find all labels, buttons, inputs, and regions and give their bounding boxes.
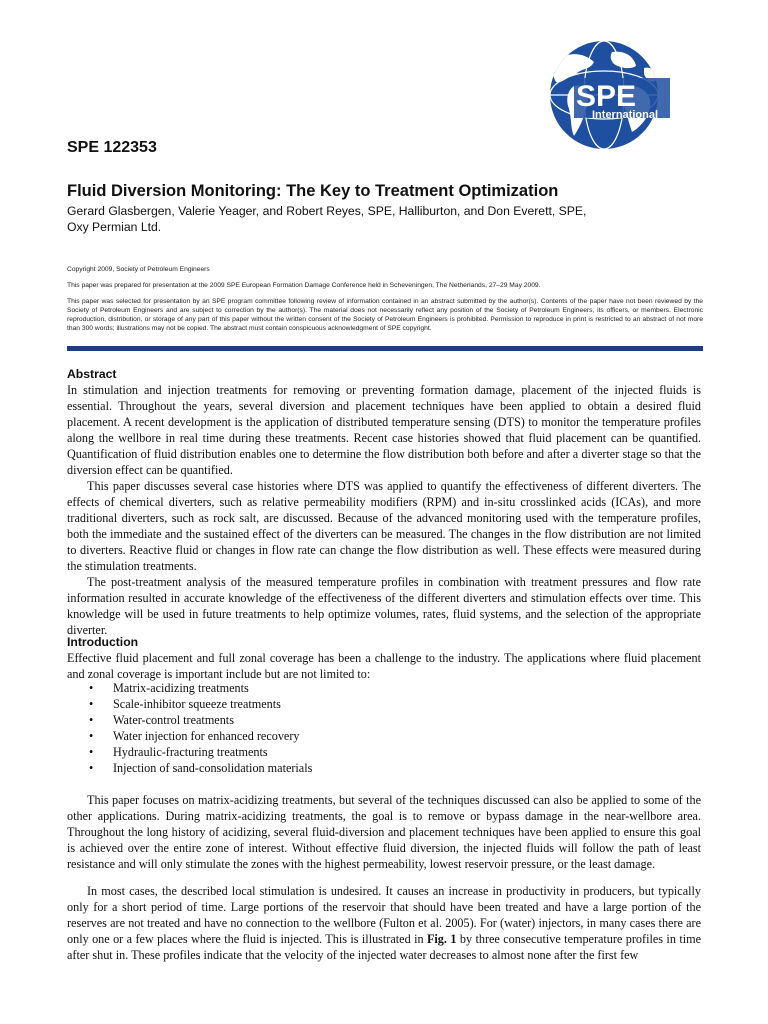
bullet-glyph: • bbox=[89, 761, 94, 775]
application-list bbox=[67, 680, 667, 776]
abstract-paragraph-3: The post-treatment analysis of the measured temperature profiles in combination with treatment pressures and flow rate information resulted in accurate knowledge of the effectiveness of the different diverters and stimulation effects over time. This knowledge will be used in future treatments to help optimize volumes, rates, fluid systems, and the selection of the appropriate diverter. bbox=[67, 575, 701, 637]
presentation-notice: This paper was prepared for presentation at the 2009 SPE European Formation Damage Conference held in Scheveningen, The Netherlands, 27–29 May 2009. bbox=[67, 282, 541, 289]
abstract-paragraph-1: In stimulation and injection treatments for removing or preventing formation damage, placement of the injected fluids is essential. Throughout the years, several diversion and placement techniques have been applied to obtain a desired fluid placement. A recent development is the application of distributed temperature sensing (DTS) to monitor the temperature profiles along the wellbore in real time during these treatments. Recent case histories showed that fluid placement can be quantified. Quantification of fluid distribution enables one to determine the flow distribution both before and after a diverter stage so that the diversion effect can be quantified. bbox=[67, 383, 701, 477]
bullet-glyph: • bbox=[89, 681, 94, 695]
list-item: • Matrix-acidizing treatments bbox=[89, 681, 249, 695]
abstract-paragraph-2: This paper discusses several case histories where DTS was applied to quantify the effectiveness of different diverters. The effects of chemical diverters, such as relative permeability modifiers (RPM) and in-situ crosslinked acids (ICAs), and more traditional diverters, such as rock salt, are discussed. Because of the advanced monitoring used with the temperature profiles, both the immediate and the sustained effect of the diverters can be measured. The changes in the flow distribution are not limited to diverters. Reactive fluid or changes in flow rate can change the flow distribution as well. These effects were measured during the stimulation treatments. bbox=[67, 479, 701, 573]
paragraph-3-text-end: by three consecutive temperature profiles in time after shut in. These profiles indicate that the velocity of the injected water decreases to almost none after the first few bbox=[67, 932, 701, 962]
disclaimer-notice: This paper was selected for presentation by an SPE program committee following review of information contained in an abstract submitted by the author(s). Contents of the paper have not been reviewed by the Society of Petroleum Engineers and are subject to correction by the author(s). The material does not necessarily reflect any position of the Society of Petroleum Engineers, its officers, or members. Electronic reproduction, distribution, or storage of any part of this paper without the written consent of the Society of Petroleum Engineers is prohibited. Permission to reproduce in print is restricted to an abstract of not more than 300 words; illustrations may not be copied. The abstract must contain conspicuous acknowledgment of SPE copyright. bbox=[67, 298, 703, 332]
paragraph-3-text-start: In most cases, the described local stimulation is undesired. It causes an increase in productivity in producers, but typically only for a short period of time. Large portions of the reservoir that should have been treated and have a large portion of the reserves are not treated and have no connection to the wellbore (Fulton et al. 2005). For (water) injectors, in many cases there are only one or a few places where the fluid is injected. This is illustrated in bbox=[67, 884, 701, 946]
bullet-glyph: • bbox=[89, 729, 94, 743]
introduction-paragraph-1: Effective fluid placement and full zonal coverage has been a challenge to the industry. The applications where fluid placement and zonal coverage is important include but are not limited to: bbox=[67, 651, 701, 681]
paper-title: Fluid Diversion Monitoring: The Key to Treatment Optimization bbox=[67, 182, 559, 200]
authors-line-2: Oxy Permian Ltd. bbox=[67, 220, 162, 234]
header-divider bbox=[67, 346, 703, 351]
list-item: • Water-control treatments bbox=[89, 713, 234, 727]
copyright-notice: Copyright 2009, Society of Petroleum Engineers bbox=[67, 266, 210, 273]
bullet-glyph: • bbox=[89, 697, 94, 711]
figure-1-reference[interactable]: Fig. 1 bbox=[426, 932, 457, 946]
bullet-glyph: • bbox=[89, 713, 94, 727]
list-item: • Injection of sand-consolidation materials bbox=[89, 761, 313, 775]
abstract-heading: Abstract bbox=[67, 367, 117, 381]
logo-spe-text: SPE bbox=[576, 80, 637, 113]
authors-line-1: Gerard Glasbergen, Valerie Yeager, and Robert Reyes, SPE, Halliburton, and Don Everett, SPE, bbox=[67, 204, 587, 218]
logo-international-text: International bbox=[592, 109, 659, 121]
introduction-paragraph-3 bbox=[67, 883, 701, 963]
author-list bbox=[67, 203, 707, 235]
paper-number: SPE 122353 bbox=[67, 139, 157, 156]
list-item: • Scale-inhibitor squeeze treatments bbox=[89, 697, 281, 711]
list-item: • Hydraulic-fracturing treatments bbox=[89, 745, 268, 759]
introduction-paragraph-2: This paper focuses on matrix-acidizing treatments, but several of the techniques discussed can also be applied to some of the other applications. During matrix-acidizing treatments, the goal is to remove or bypass damage in the near-wellbore area. Throughout the long history of acidizing, several fluid-diversion and placement techniques have been applied to ensure this goal is achieved over the entire zone of interest. Without effective fluid diversion, the injected fluids will follow the path of least resistance and will only stimulate the zones with the highest permeability, lowest reservoir pressure, or the least damage. bbox=[67, 793, 701, 871]
spe-international-logo bbox=[516, 40, 728, 150]
introduction-heading: Introduction bbox=[67, 635, 139, 649]
list-item: • Water injection for enhanced recovery bbox=[89, 729, 300, 743]
bullet-glyph: • bbox=[89, 745, 94, 759]
